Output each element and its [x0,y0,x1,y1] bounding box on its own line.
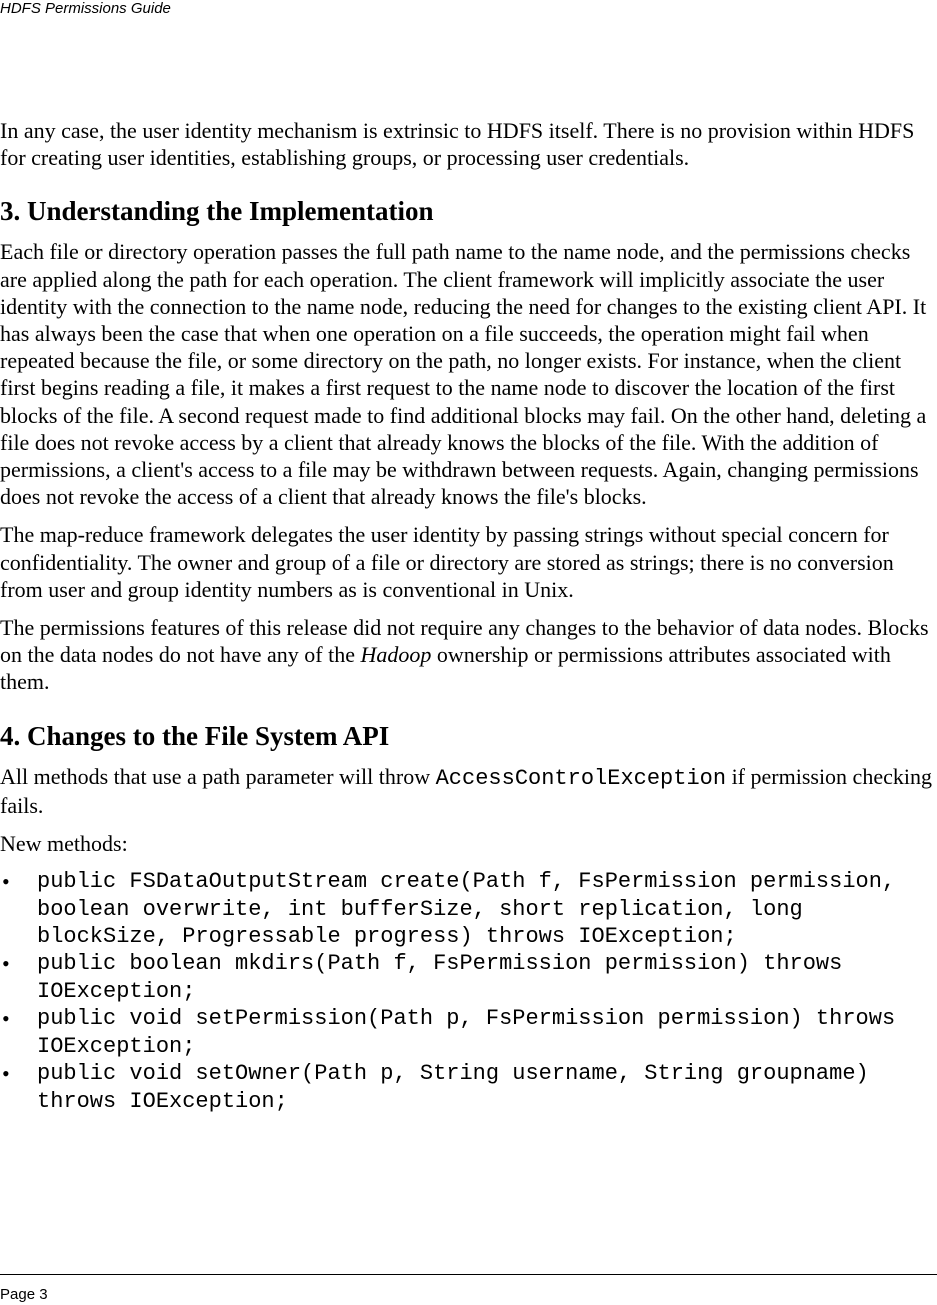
section-3-heading: 3. Understanding the Implementation [0,196,434,227]
method-signature: public FSDataOutputStream create(Path f, FsPermission permission, boolean overwrite, int bufferSize, short replication, long blockSize, Progressable progress) throws IOException; [37,869,896,950]
footer-divider [0,1274,937,1275]
paragraph-text: if permission checking fails. [0,763,932,818]
method-item-set-owner [0,1060,937,1115]
section-3-paragraph-3 [0,614,937,696]
paragraph-text: All methods that use a path parameter will throw [0,763,436,789]
method-item-mkdirs [0,950,937,1005]
hadoop-emphasis: Hadoop [360,642,432,668]
method-signature: public void setPermission(Path p, FsPermission permission) throws IOException; [37,1006,896,1059]
paragraph-text: The permissions features of this release did not require any changes to the behavior of data nodes. Blocks on the data nodes do not have any of the [0,615,929,668]
method-signature: public void setOwner(Path p, String username, String groupname) throws IOException; [37,1061,869,1114]
section-4-heading: 4. Changes to the File System API [0,720,390,751]
running-header: HDFS Permissions Guide [0,0,171,17]
exception-class-code: AccessControlException [435,765,727,791]
document-body [0,117,937,1115]
section-3-paragraph-2: The map-reduce framework delegates the user identity by passing strings without special concern for confidentiality. The owner and group of a file or directory are stored as strings; there is no conversion from user and group identity numbers as is conventional in Unix. [0,522,894,602]
paragraph-text: ownership or permissions attributes associated with them. [0,642,891,695]
method-list [0,868,937,1115]
method-item-set-permission [0,1005,937,1060]
new-methods-label: New methods: [0,831,128,857]
section-3-paragraph-1: Each file or directory operation passes the full path name to the name node, and the permissions checks are applied along the path for each operation. The client framework will implicitly associate the user identity with the connection to the name node, reducing the need for changes to the existing client API. It has always been the case that when one operation on a file succeeds, the operation might fail when repeated because the file, or some directory on the path, no longer exists. For instance, when the client first begins reading a file, it makes a first request to the name node to discover the location of the first blocks of the file. A second request made to find additional blocks may fail. On the other hand, deleting a file does not revoke access by a client that already knows the blocks of the file. With the addition of permissions, a client's access to a file may be withdrawn between requests. Again, changing permissions does not revoke the access of a client that already knows the file's blocks. [0,239,927,510]
page-number: Page 3 [0,1286,48,1303]
bullet-icon: • [2,951,10,977]
bullet-icon: • [2,1006,10,1032]
section-4-paragraph-1 [0,763,937,819]
bullet-icon: • [2,1061,10,1087]
intro-paragraph: In any case, the user identity mechanism is extrinsic to HDFS itself. There is no provision within HDFS for creating user identities, establishing groups, or processing user credentials. [0,118,915,171]
method-item-create [0,868,937,950]
method-signature: public boolean mkdirs(Path f, FsPermission permission) throws IOException; [37,951,843,1004]
bullet-icon: • [2,869,10,895]
